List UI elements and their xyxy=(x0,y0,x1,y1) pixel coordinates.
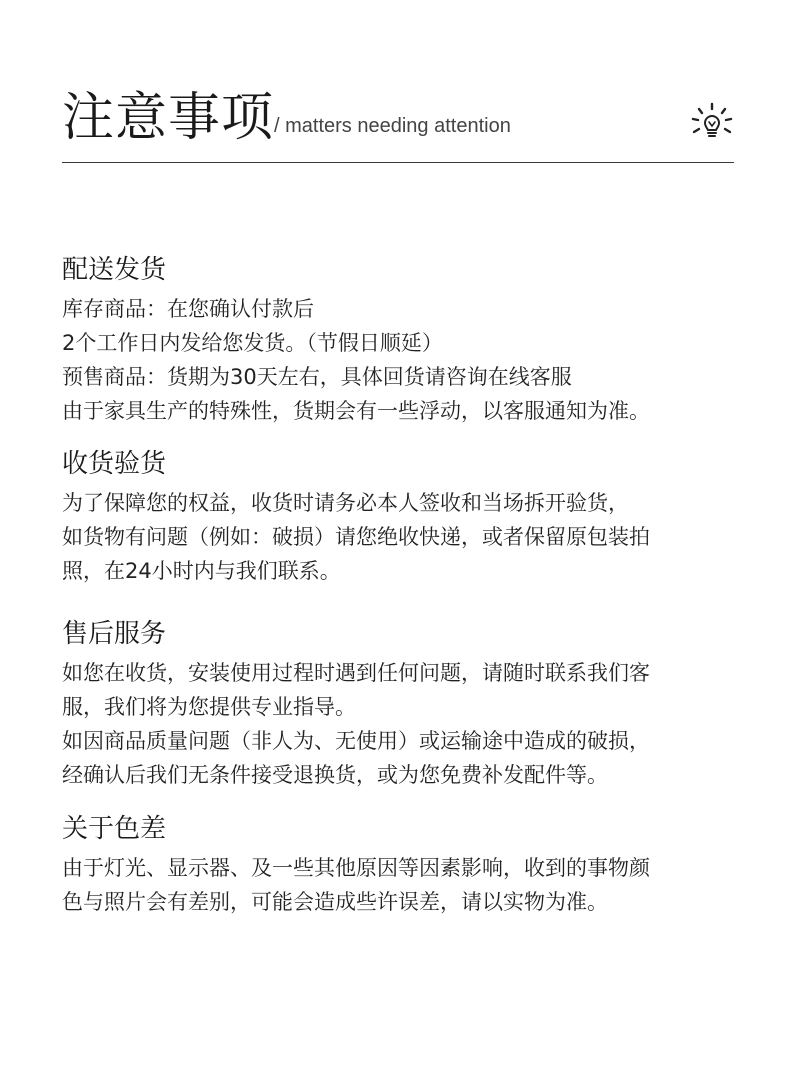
page-header xyxy=(62,86,734,162)
page-subtitle: / matters needing attention xyxy=(274,115,511,137)
section-line: 服，我们将为您提供专业指导。 xyxy=(62,695,356,719)
section-after-sales xyxy=(62,616,742,792)
page-title: 注意事项 xyxy=(62,88,275,148)
section-heading: 关于色差 xyxy=(62,814,167,844)
section-heading: 配送发货 xyxy=(62,255,167,285)
lightbulb-icon xyxy=(690,102,734,146)
section-line: 如因商品质量问题（非人为、无使用）或运输途中造成的破损， xyxy=(62,729,650,753)
section-line: 色与照片会有差别，可能会造成些许误差，请以实物为准。 xyxy=(62,890,608,914)
section-line: 由于灯光、显示器、及一些其他原因等因素影响，收到的事物颜 xyxy=(62,856,650,880)
section-line: 如货物有问题（例如：破损）请您绝收快递，或者保留原包装拍 xyxy=(62,525,650,549)
section-color-difference xyxy=(62,811,742,919)
section-heading: 售后服务 xyxy=(62,619,167,649)
section-line: 由于家具生产的特殊性，货期会有一些浮动，以客服通知为准。 xyxy=(62,399,650,423)
section-shipping xyxy=(62,252,742,428)
section-line: 预售商品：货期为30天左右，具体回货请咨询在线客服 xyxy=(62,365,572,389)
section-line: 库存商品：在您确认付款后 xyxy=(62,297,314,321)
section-line: 2个工作日内发给您发货。（节假日顺延） xyxy=(62,331,443,355)
section-line: 照，在24小时内与我们联系。 xyxy=(62,559,341,583)
section-heading: 收货验货 xyxy=(62,449,167,479)
section-line: 经确认后我们无条件接受退换货，或为您免费补发配件等。 xyxy=(62,763,608,787)
header-divider xyxy=(62,162,734,163)
section-line: 如您在收货，安装使用过程时遇到任何问题，请随时联系我们客 xyxy=(62,661,650,685)
section-inspection xyxy=(62,446,742,588)
section-line: 为了保障您的权益，收货时请务必本人签收和当场拆开验货， xyxy=(62,491,629,515)
